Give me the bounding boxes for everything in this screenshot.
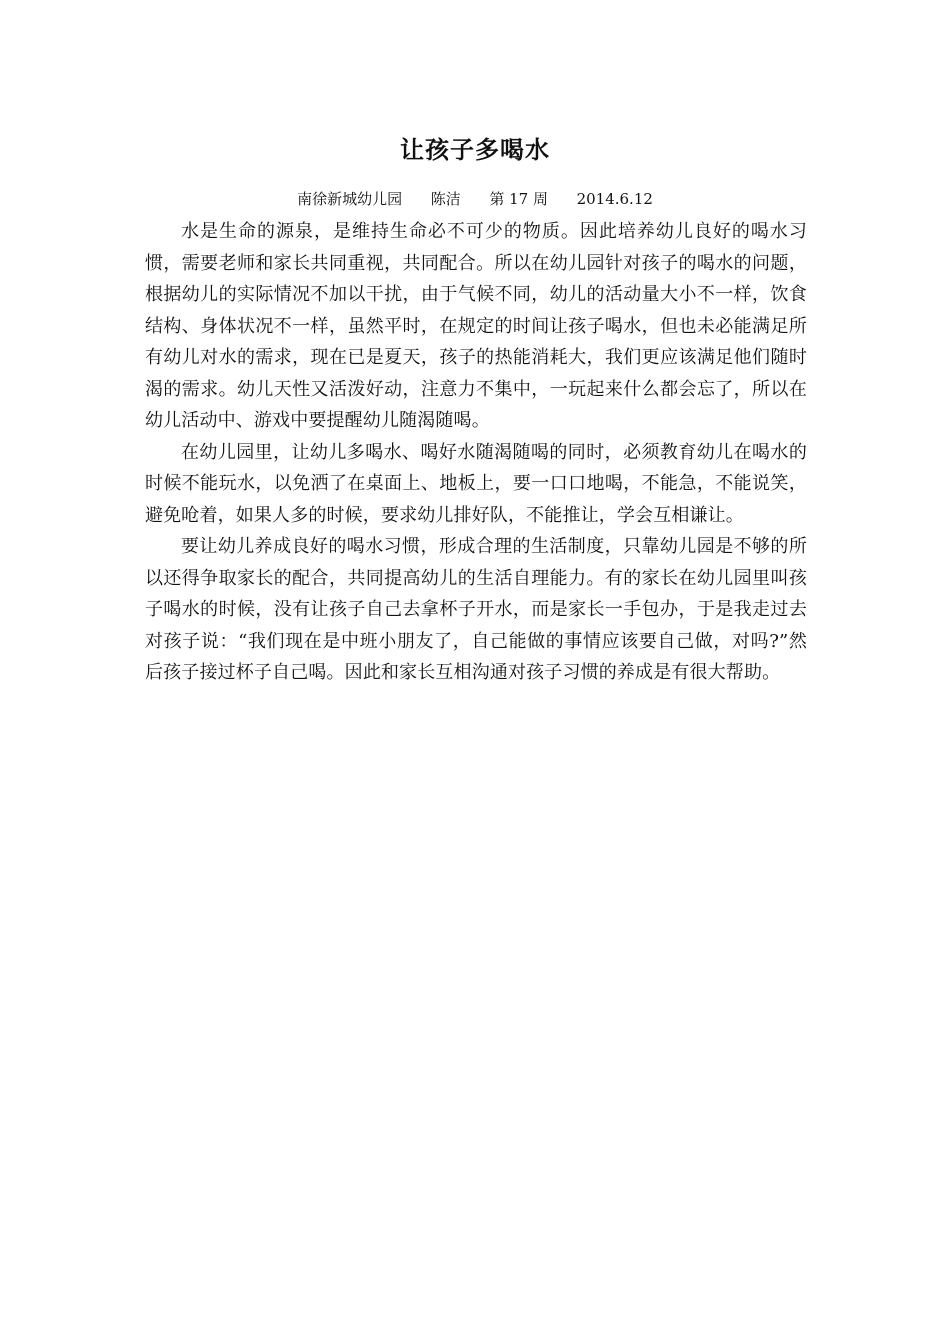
- paragraph-3: 要让幼儿养成良好的喝水习惯，形成合理的生活制度，只靠幼儿园是不够的所以还得争取家长的配合，共同提高幼儿的生活自理能力。有的家长在幼儿园里叫孩子喝水的时候，没有让孩子自己去拿杯子开水，而是家长一手包办，于是我走过去对孩子说：“我们现在是中班小朋友了，自己能做的事情应该要自己做，对吗?”然后孩子接过杯子自己喝。因此和家长互相沟通对孩子习惯的养成是有很大帮助。: [145, 536, 807, 683]
- byline-author: 陈洁: [430, 190, 461, 208]
- byline: [0, 187, 950, 211]
- paragraph-2: 在幼儿园里，让幼儿多喝水、喝好水随渴随喝的同时，必须教育幼儿在喝水的时候不能玩水，以免洒了在桌面上、地板上，要一口口地喝，不能急，不能说笑，避免呛着，如果人多的时候，要求幼儿排好队，不能推让，学会互相谦让。: [145, 441, 807, 526]
- byline-week: 第 17 周: [489, 190, 548, 208]
- document-title: 让孩子多喝水: [400, 136, 550, 164]
- byline-date: 2014.6.12: [576, 190, 653, 208]
- paragraph-1: 水是生命的源泉，是维持生命必不可少的物质。因此培养幼儿良好的喝水习惯，需要老师和家长共同重视，共同配合。所以在幼儿园针对孩子的喝水的问题，根据幼儿的实际情况不加以干扰，由于气候不同，幼儿的活动量大小不一样，饮食结构、身体状况不一样，虽然平时，在规定的时间让孩子喝水，但也未必能满足所有幼儿对水的需求，现在已是夏天，孩子的热能消耗大，我们更应该满足他们随时渴的需求。幼儿天性又活泼好动，注意力不集中，一玩起来什么都会忘了，所以在幼儿活动中、游戏中要提醒幼儿随渴随喝。: [145, 221, 807, 431]
- byline-school: 南徐新城幼儿园: [297, 190, 403, 208]
- document-body: [145, 216, 807, 689]
